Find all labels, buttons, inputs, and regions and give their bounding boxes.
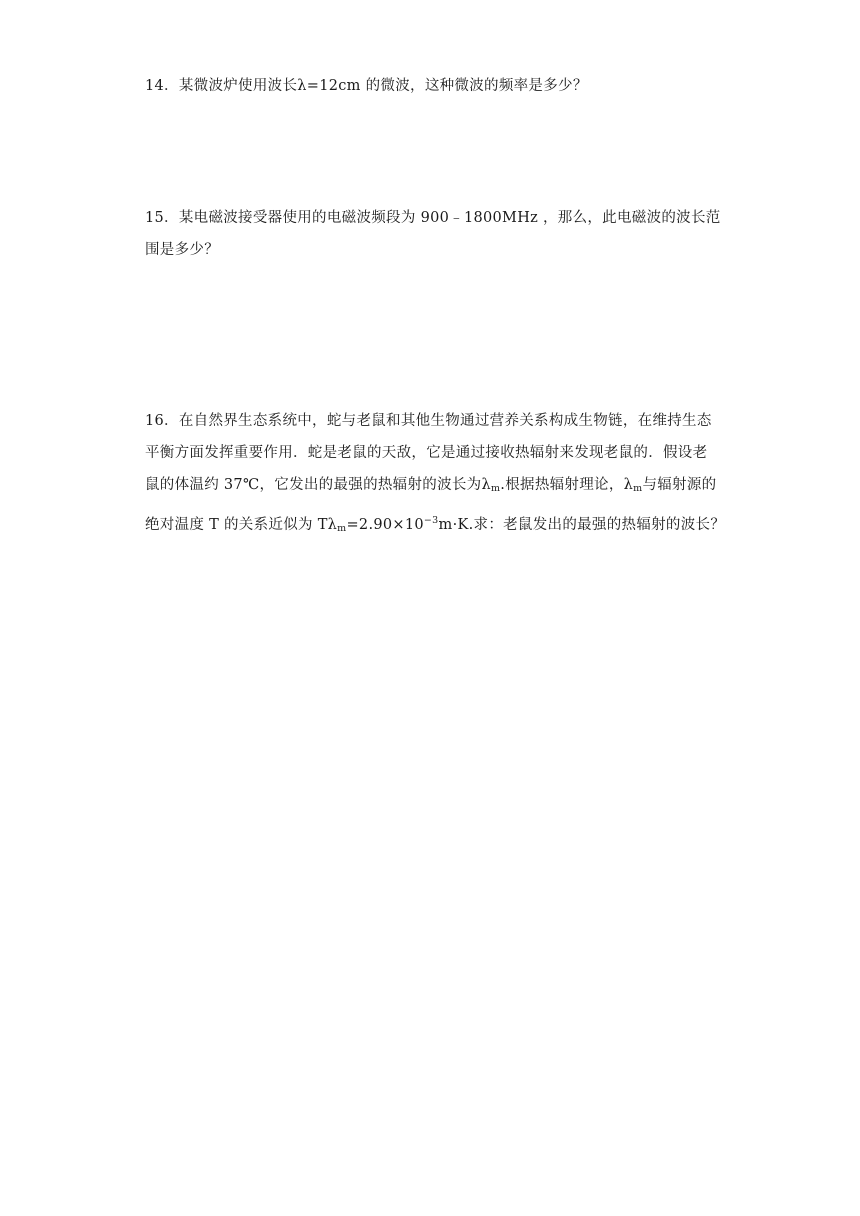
lambda-symbol: λ (481, 477, 491, 493)
question-14-text: 某微波炉使用波长λ=12cm 的微波，这种微波的频率是多少？ (178, 78, 588, 94)
question-15-line-1 (145, 202, 720, 234)
question-16-text-3b: 根据热辐射理论， (505, 477, 624, 493)
question-16-number: 16． (145, 413, 179, 429)
question-16-line-1 (145, 405, 720, 437)
question-16-line-4 (145, 505, 726, 545)
question-16-text-3a: 鼠的体温约 37℃，它发出的最强的热辐射的波长为 (145, 477, 482, 493)
lambda-symbol: λ (623, 477, 634, 493)
question-14 (145, 70, 720, 102)
question-16-text-4b: =2.90×10 (346, 517, 424, 533)
exponent-superscript: −3 (423, 515, 439, 526)
question-14-number: 14． (145, 78, 179, 94)
question-14-line-1 (145, 70, 720, 102)
question-16 (145, 405, 726, 545)
question-16-text-4c: m·K.求：老鼠发出的最强的热辐射的波长？ (438, 517, 726, 533)
question-15-number: 15． (145, 210, 179, 226)
question-16-text-3c: 与辐射源的 (642, 477, 717, 493)
question-15-line-2: 围是多少？ (145, 242, 219, 258)
question-16-line-2: 平衡方面发挥重要作用．蛇是老鼠的天敌，它是通过接收热辐射来发现老鼠的．假设老 (145, 445, 708, 461)
question-15-text-1: 某电磁波接受器使用的电磁波频段为 900﹣1800MHz ，那么，此电磁波的波长范 (178, 210, 721, 226)
lambda-subscript-m: m (633, 483, 643, 494)
period-mark: . (500, 477, 506, 493)
question-16-line-3 (145, 469, 720, 505)
lambda-subscript-m: m (337, 523, 347, 534)
lambda-symbol: λ (327, 517, 338, 533)
question-15 (145, 202, 720, 266)
lambda-subscript-m: m (490, 483, 501, 494)
question-16-text-4a: 绝对温度 T 的关系近似为 T (145, 517, 328, 533)
question-16-text-1: 在自然界生态系统中，蛇与老鼠和其他生物通过营养关系构成生物链，在维持生态 (178, 413, 712, 429)
